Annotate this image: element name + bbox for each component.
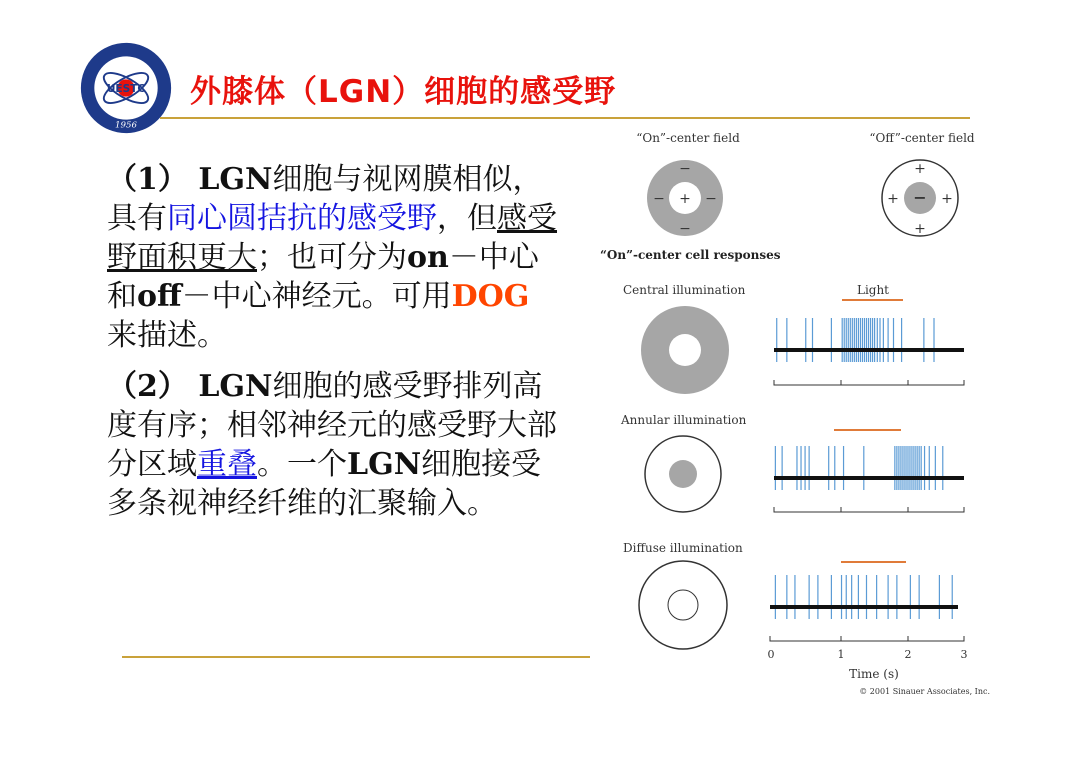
annular-stimulus-center	[669, 460, 697, 488]
text-run: LGN	[347, 447, 422, 482]
time-tick-3: 3	[960, 648, 968, 661]
time-tick-2: 2	[904, 648, 912, 661]
paragraph-1	[107, 160, 557, 355]
text-run: 感受野面积更大	[107, 201, 557, 275]
copyright-note: © 2001 Sinauer Associates, Inc.	[859, 687, 990, 696]
paragraph-2	[107, 367, 557, 523]
on-surround-sign-right: −	[705, 191, 717, 207]
logo-year: 1956	[115, 120, 137, 131]
annular-spike-train	[775, 446, 942, 490]
body-text	[107, 160, 557, 535]
light-label: Light	[856, 283, 890, 297]
off-center-sign: −	[913, 188, 927, 207]
on-surround-sign-top: −	[679, 161, 691, 177]
on-center-sign: +	[679, 191, 691, 207]
figure-svg	[596, 130, 996, 705]
lgn-receptive-field-figure	[596, 130, 996, 705]
text-run: 细胞接受多条视神经纤维的汇聚输入。	[107, 447, 542, 521]
bottom-divider	[122, 656, 590, 658]
central-label: Central illumination	[623, 283, 746, 297]
text-run: 细胞的感受野排列高度有序；相邻神经元的感受野大部分区域	[107, 369, 557, 482]
university-logo	[78, 40, 174, 136]
on-surround-sign-bottom: −	[679, 221, 691, 237]
title-underline	[160, 117, 970, 119]
diffuse-time-scale	[770, 636, 964, 641]
central-time-scale	[774, 380, 964, 385]
responses-label: “On”-center cell responses	[600, 248, 781, 262]
text-run: off	[137, 279, 182, 314]
annular-label: Annular illumination	[621, 413, 747, 427]
central-spike-train	[777, 318, 934, 362]
text-run: （2） LGN	[107, 369, 273, 404]
logo-abbr: UESTC	[106, 82, 146, 95]
text-run: －中心神经元。可用	[181, 279, 452, 314]
text-run: 同心圆拮抗的感受野	[167, 201, 437, 236]
annular-time-scale	[774, 507, 964, 512]
text-run: ，但	[437, 201, 497, 236]
text-run: 。一个	[257, 447, 347, 482]
off-field-label: “Off”-center field	[869, 131, 975, 145]
diffuse-label: Diffuse illumination	[623, 541, 743, 555]
text-run: （1） LGN	[107, 162, 273, 197]
time-axis-label: Time (s)	[849, 667, 899, 681]
text-run: on	[407, 240, 449, 275]
diffuse-spike-train	[775, 575, 952, 619]
off-surround-sign-bottom: +	[914, 221, 926, 237]
text-run: －中心和	[107, 240, 539, 314]
time-tick-0: 0	[767, 648, 775, 661]
text-run: 重叠	[197, 447, 257, 482]
text-run: 来描述。	[107, 318, 227, 353]
off-surround-sign-top: +	[914, 161, 926, 177]
text-run: ；也可分为	[257, 240, 407, 275]
text-run: 细胞与视网膜相似，具有	[107, 162, 543, 236]
time-tick-1: 1	[837, 648, 845, 661]
slide-title: 外膝体（LGN）细胞的感受野	[190, 74, 617, 110]
off-surround-sign-right: +	[941, 191, 953, 207]
diffuse-stimulus-center	[668, 590, 698, 620]
on-surround-sign-left: −	[653, 191, 665, 207]
on-field-label: “On”-center field	[636, 131, 740, 145]
text-run: DOG	[451, 279, 530, 314]
central-stimulus-center	[669, 334, 701, 366]
off-surround-sign-left: +	[887, 191, 899, 207]
